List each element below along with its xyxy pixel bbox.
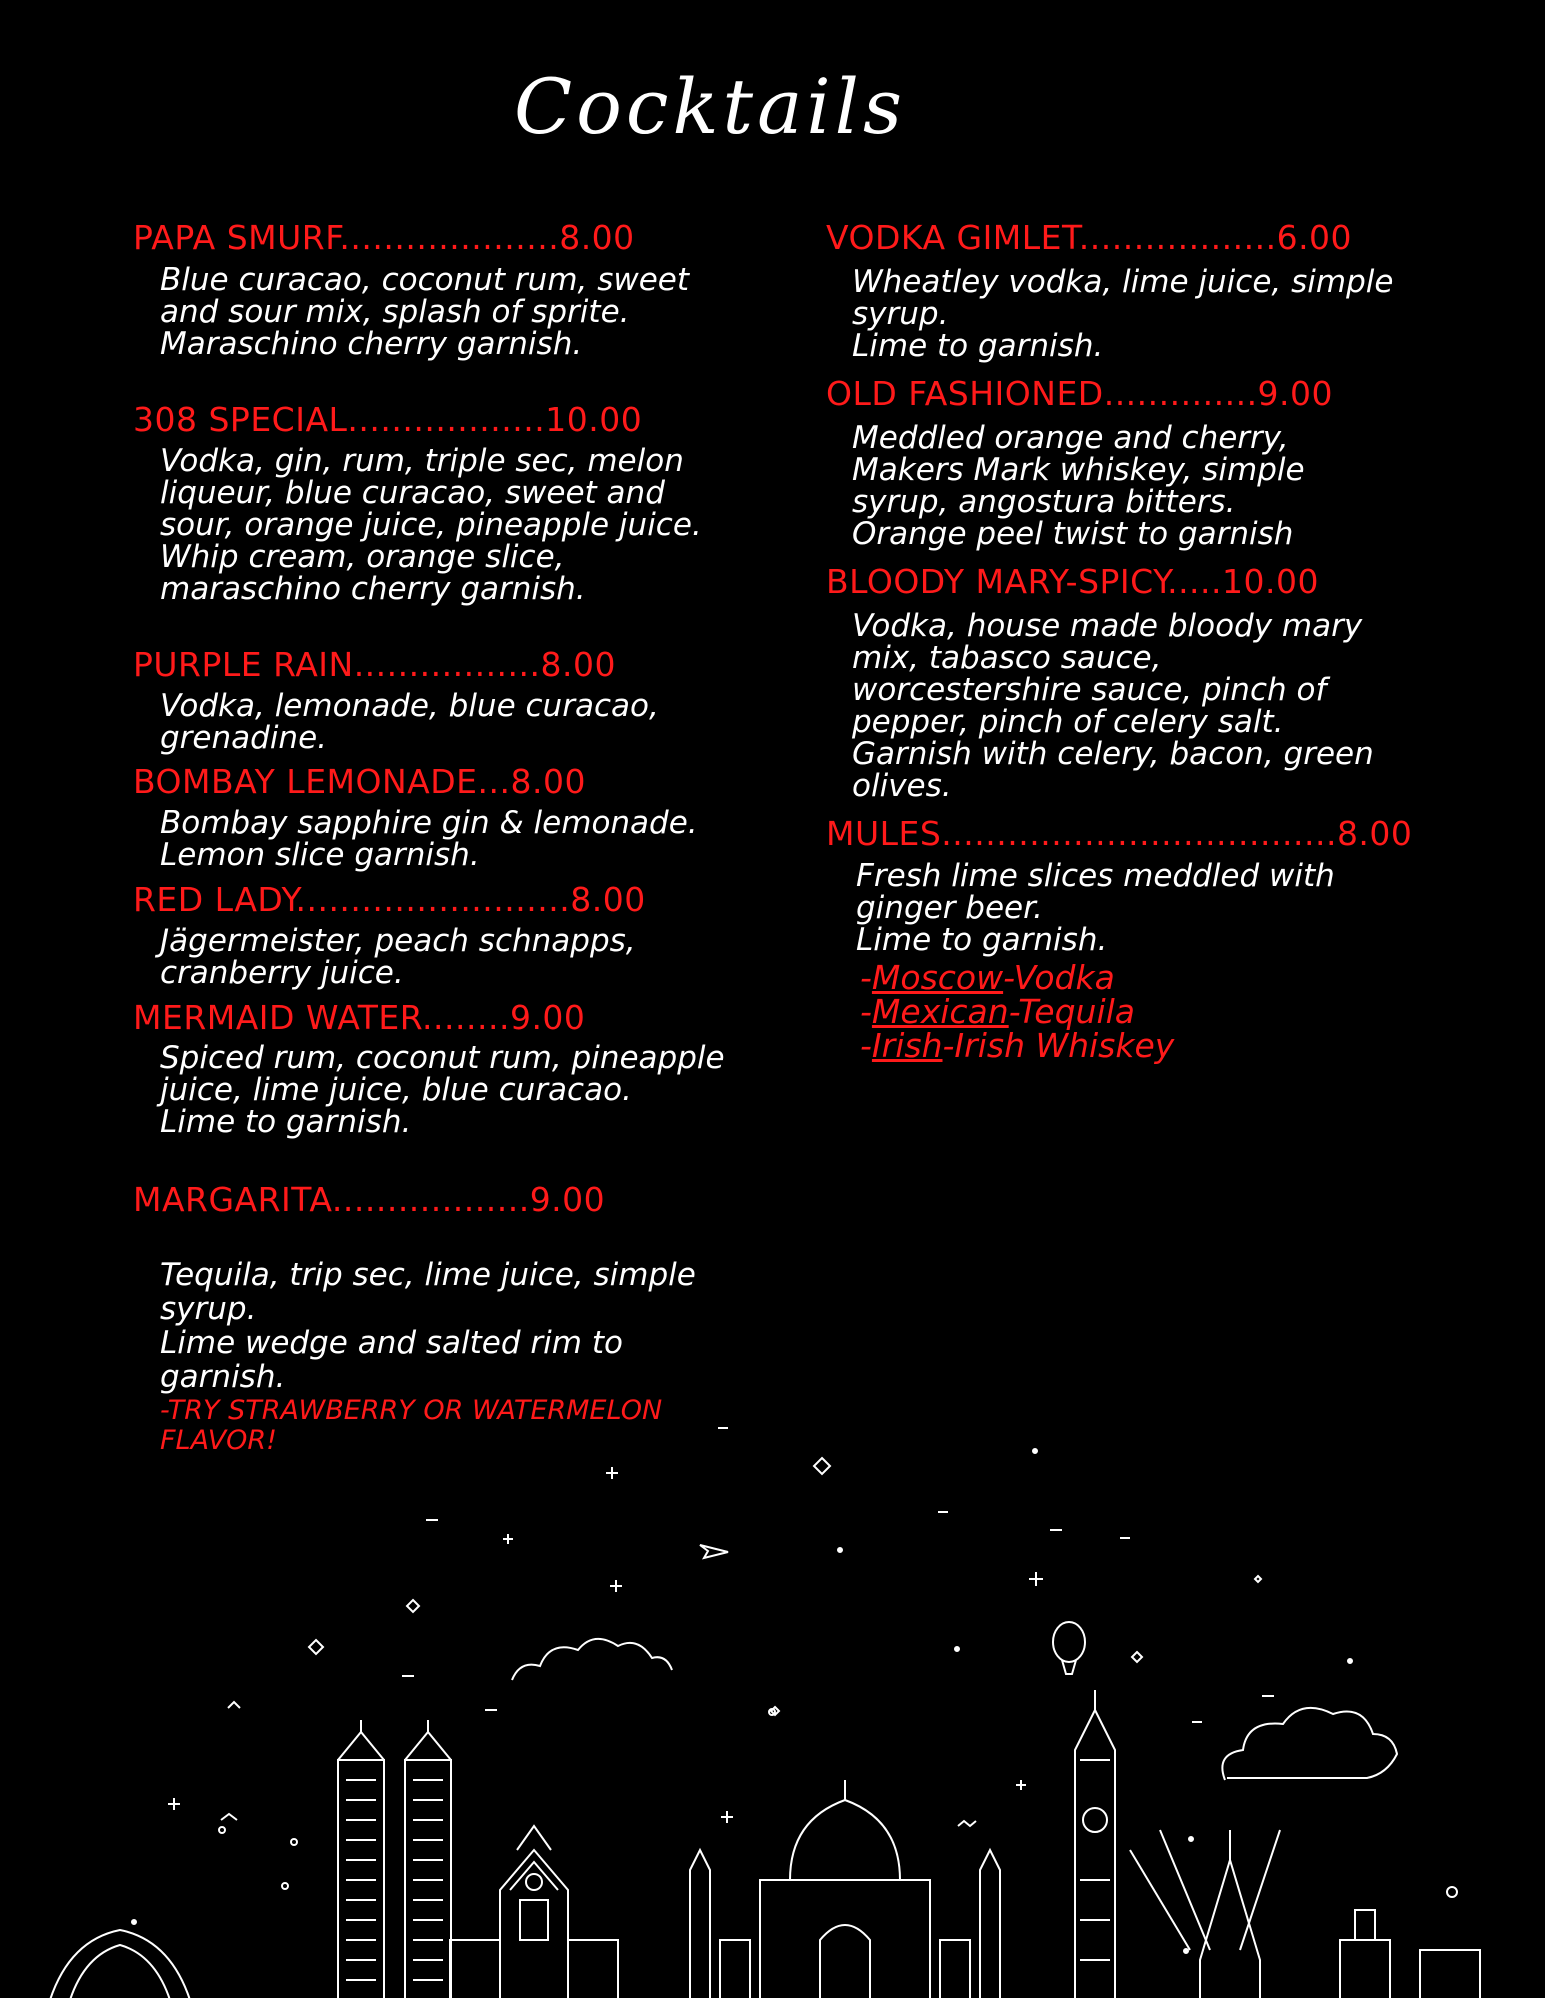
variant-spirit-tequila: -Tequila <box>1008 992 1135 1031</box>
item-name-bombay-lemonade: BOMBAY LEMONADE...8.00 <box>133 762 586 801</box>
item-desc-purple-rain: Vodka, lemonade, blue curacao, grenadine. <box>160 688 659 756</box>
item-desc-mermaid-water: Spiced rum, coconut rum, pineapple juice, lime juice, blue curacao. Lime to garnish. <box>160 1040 725 1140</box>
hot-air-balloon-icon <box>1053 1622 1085 1674</box>
item-name-margarita: MARGARITA..................9.00 <box>133 1180 606 1219</box>
clock-tower <box>1075 1690 1115 2000</box>
item-name-old-fashioned: OLD FASHIONED..............9.00 <box>826 374 1334 413</box>
item-desc-papa-smurf: Blue curacao, coconut rum, sweet and sour mix, splash of sprite. Maraschino cherry garnish. <box>160 262 690 362</box>
item-desc-old-fashioned: Meddled orange and cherry, Makers Mark whiskey, simple syrup, angostura bitters. Orange peel twist to garnish <box>852 420 1305 552</box>
margarita-desc-text: Tequila, trip sec, lime juice, simple syrup. Lime wedge and salted rim to garnish. <box>160 1257 696 1395</box>
item-desc-vodka-gimlet: Wheatley vodka, lime juice, simple syrup. Lime to garnish. <box>852 264 1394 364</box>
item-desc-bloody-mary: Vodka, house made bloody mary mix, tabasco sauce, worcestershire sauce, pinch of pepper, pinch of celery salt. Garnish with celery, bacon, green olives. <box>852 608 1374 804</box>
cloud-left <box>512 1639 672 1680</box>
item-name-papa-smurf: PAPA SMURF....................8.00 <box>133 218 635 257</box>
item-desc-308-special: Vodka, gin, rum, triple sec, melon liqueur, blue curacao, sweet and sour, orange juice, pineapple juice. Whip cream, orange slice, maraschino cherry garnish. <box>160 443 702 607</box>
item-desc-bombay-lemonade: Bombay sapphire gin & lemonade. Lemon slice garnish. <box>160 805 698 873</box>
city-skyline-illustration <box>0 1420 1545 2000</box>
variant-prefix: - <box>860 958 872 997</box>
variant-name-moscow: Moscow <box>871 958 1004 997</box>
sky-sparkles <box>132 1428 1457 1953</box>
item-name-mermaid-water: MERMAID WATER........9.00 <box>133 998 586 1037</box>
gothic-station <box>450 1826 618 2000</box>
item-name-308-special: 308 SPECIAL..................10.00 <box>133 400 643 439</box>
item-name-mules: MULES....................................8.00 <box>826 814 1413 853</box>
twin-towers <box>338 1720 451 2000</box>
cloud-right <box>1222 1708 1397 1780</box>
variant-name-irish: Irish <box>871 1026 943 1065</box>
variant-prefix: - <box>860 992 872 1031</box>
page-title: Cocktails <box>514 62 906 151</box>
domed-monument <box>690 1780 1000 2000</box>
variant-prefix: - <box>860 1026 872 1065</box>
item-name-purple-rain: PURPLE RAIN.................8.00 <box>133 645 616 684</box>
variant-spirit-irish-whiskey: -Irish Whiskey <box>942 1026 1175 1065</box>
variant-spirit-vodka: -Vodka <box>1003 958 1115 997</box>
variant-name-mexican: Mexican <box>871 992 1009 1031</box>
margarita-flavor-note: -TRY STRAWBERRY OR WATERMELON FLAVOR! <box>160 1395 663 1456</box>
paper-plane-icon <box>700 1545 728 1558</box>
item-name-vodka-gimlet: VODKA GIMLET..................6.00 <box>826 218 1353 257</box>
item-name-bloody-mary: BLOODY MARY-SPICY.....10.00 <box>826 562 1319 601</box>
item-desc-mules: Fresh lime slices meddled with ginger beer. Lime to garnish. <box>856 858 1335 958</box>
item-name-red-lady: RED LADY.........................8.00 <box>133 880 646 919</box>
mule-variant-irish <box>860 1026 1174 1065</box>
pagoda <box>1130 1830 1480 2000</box>
item-desc-red-lady: Jägermeister, peach schnapps, cranberry juice. <box>160 923 636 991</box>
